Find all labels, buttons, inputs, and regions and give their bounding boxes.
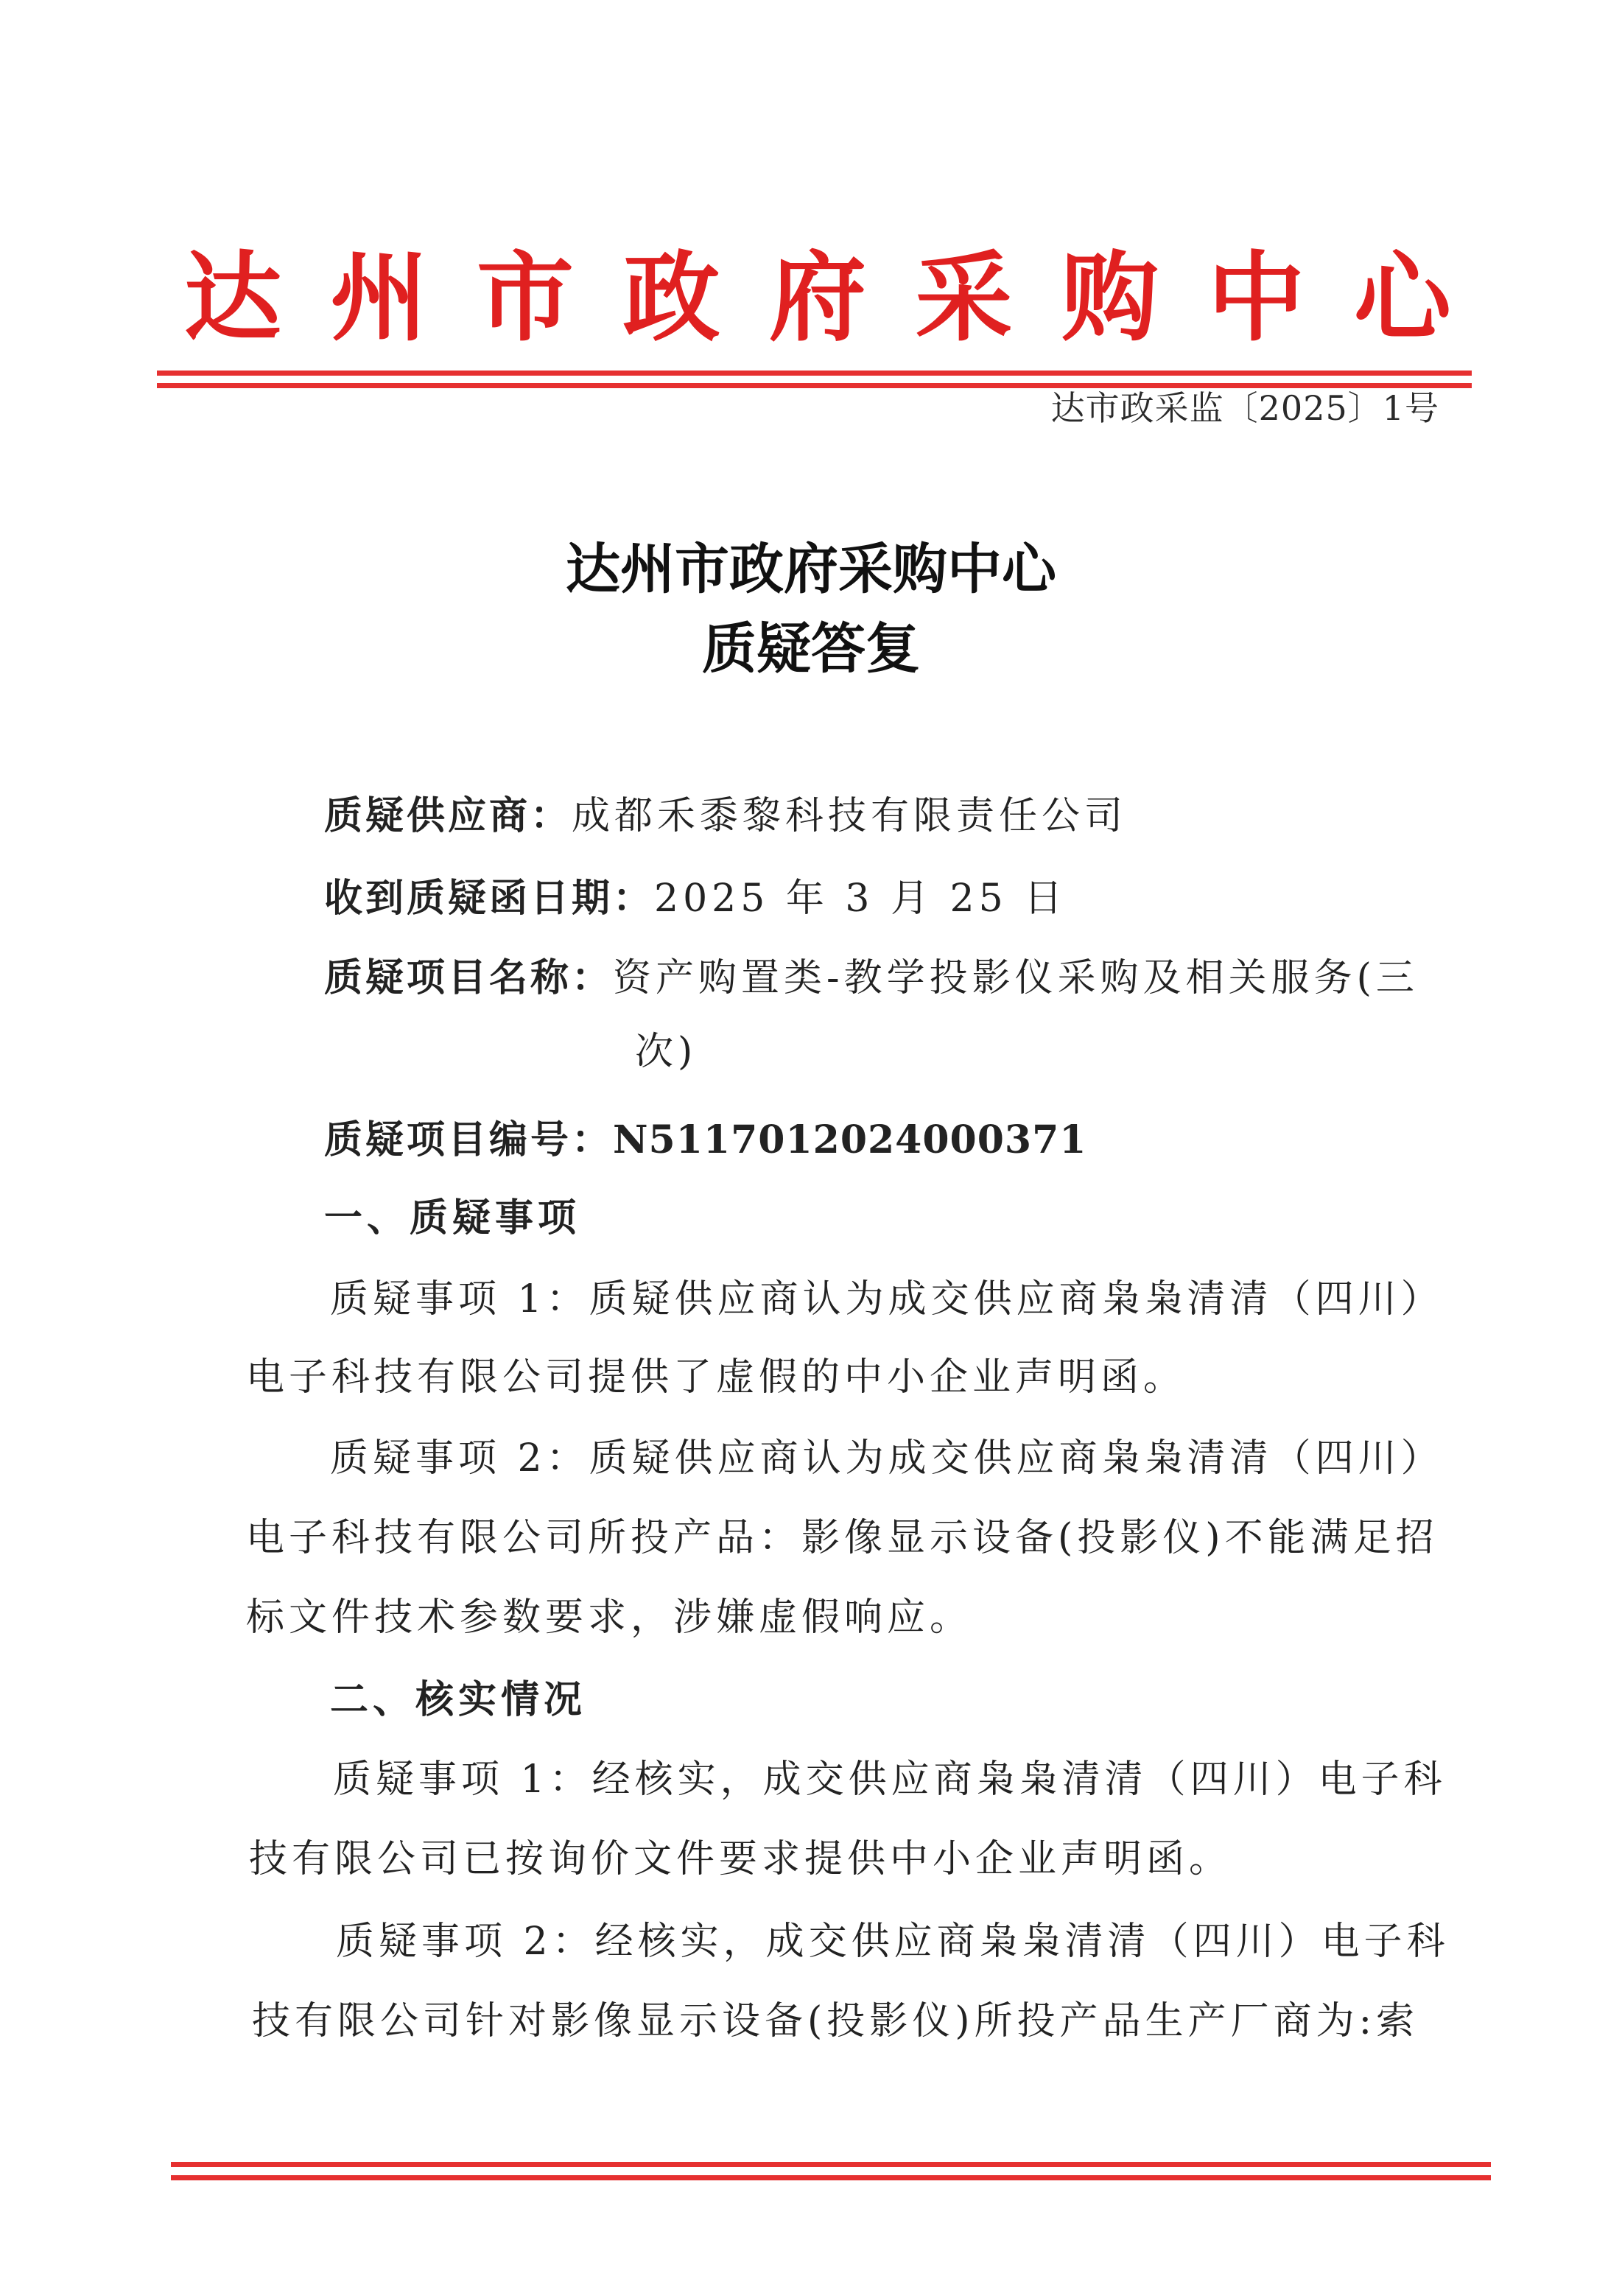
section-heading-verification: 二、核实情况 — [330, 1678, 587, 1722]
agency-char: 购 — [1061, 241, 1159, 355]
agency-char: 政 — [622, 241, 720, 355]
project-number-label: 质疑项目编号： — [324, 1118, 614, 1162]
agency-char: 市 — [477, 241, 574, 355]
project-name-label: 质疑项目名称： — [324, 956, 614, 1000]
footer-rule-bottom — [171, 2175, 1491, 2180]
issue-2-line-2: 电子科技有限公司所投产品：影像显示设备(投影仪)不能满足招 — [246, 1516, 1439, 1560]
issue-1-line-1: 质疑事项 1：质疑供应商认为成交供应商枭枭清清（四川） — [330, 1277, 1444, 1321]
agency-header — [184, 243, 1451, 354]
date-value: 2025 年 3 月 25 日 — [654, 877, 1067, 921]
date-label: 收到质疑函日期： — [324, 877, 655, 921]
project-number-value: N5117012024000371 — [613, 1117, 1087, 1162]
project-name-value: 资产购置类-教学投影仪采购及相关服务(三 — [613, 956, 1419, 1000]
supplier-label: 质疑供应商： — [324, 794, 572, 838]
agency-char: 府 — [769, 241, 866, 355]
agency-char: 采 — [915, 241, 1013, 355]
agency-char: 中 — [1207, 241, 1305, 355]
project-name-row — [324, 952, 1419, 1005]
issue-2-line-3: 标文件技术参数要求，涉嫌虚假响应。 — [246, 1595, 973, 1640]
agency-char: 达 — [184, 241, 281, 355]
document-title-agency: 达州市政府采购中心 — [566, 538, 1056, 601]
verification-2-line-2: 技有限公司针对影像显示设备(投影仪)所投产品生产厂商为:索 — [252, 1999, 1419, 2043]
project-name-value-continued: 次) — [635, 1030, 698, 1074]
issue-2-line-1: 质疑事项 2：质疑供应商认为成交供应商枭枭清清（四川） — [330, 1436, 1444, 1481]
project-number-row — [324, 1114, 1086, 1167]
section-heading-issues: 一、质疑事项 — [324, 1196, 581, 1240]
verification-1-line-2: 技有限公司已按询价文件要求提供中小企业声明函。 — [249, 1837, 1232, 1881]
supplier-row — [324, 790, 1127, 843]
date-row — [324, 872, 1067, 925]
document-title-subject: 质疑答复 — [702, 617, 920, 681]
header-rule-top — [157, 371, 1472, 376]
issue-1-line-2: 电子科技有限公司提供了虚假的中小企业声明函。 — [246, 1355, 1187, 1400]
verification-2-line-1: 质疑事项 2：经核实，成交供应商枭枭清清（四川）电子科 — [336, 1920, 1450, 1964]
agency-char: 州 — [330, 241, 428, 355]
agency-char: 心 — [1354, 241, 1451, 355]
supplier-value: 成都禾黍黎科技有限责任公司 — [572, 794, 1128, 838]
document-number: 达市政采监〔2025〕1号 — [1050, 388, 1439, 428]
footer-rule-top — [171, 2162, 1491, 2167]
verification-1-line-1: 质疑事项 1：经核实，成交供应商枭枭清清（四川）电子科 — [333, 1758, 1447, 1802]
